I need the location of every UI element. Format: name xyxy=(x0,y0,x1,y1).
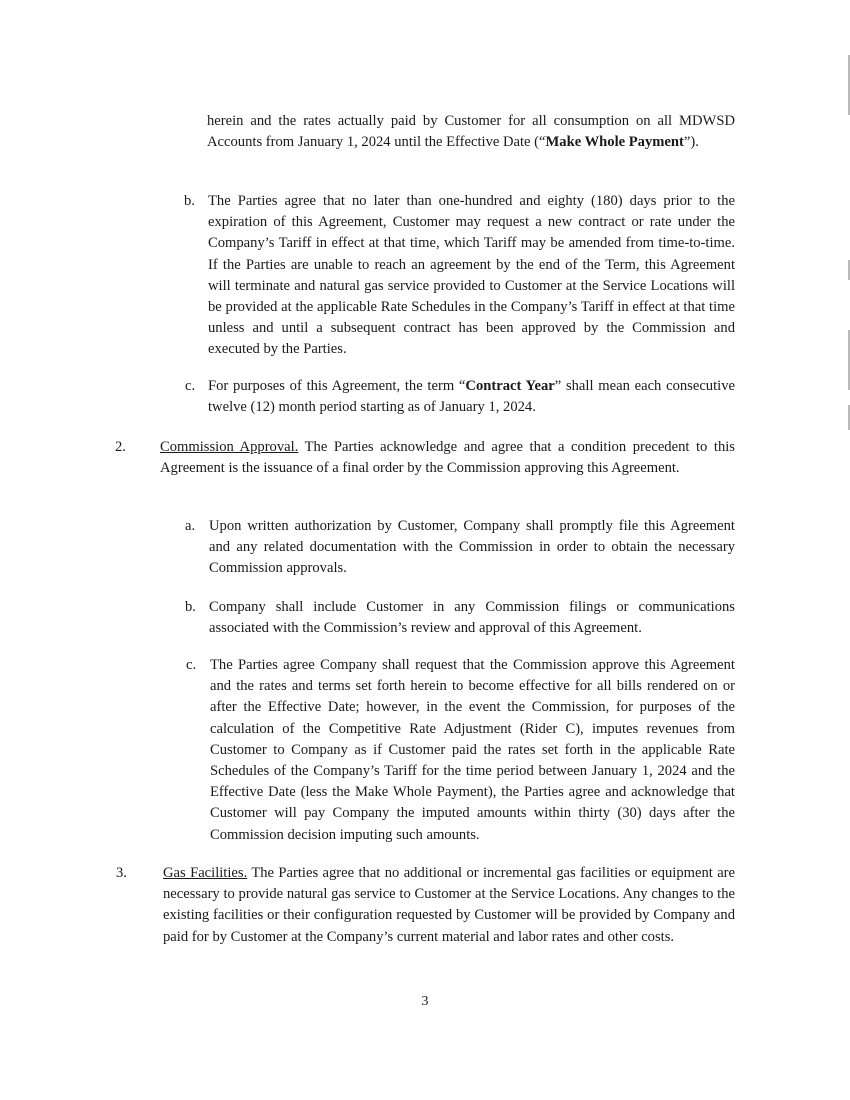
section-3-heading: Gas Facilities. xyxy=(163,865,248,881)
make-whole-payment-term: Make Whole Payment xyxy=(545,134,684,151)
intro-paragraph xyxy=(207,111,735,153)
section-3-text: The Parties agree that no additional or incremental gas facilities or equipment are necessary to provide natural gas service to Customer at the Service Locations. Any changes to the existing facilities or their configuration requested by Customer will be provided by Company and paid for by Customer at the Company’s current material and labor rates and other costs. xyxy=(163,865,736,945)
section-2-paragraph xyxy=(160,437,735,479)
section-2-heading: Commission Approval. xyxy=(160,439,299,455)
section-3-number: 3. xyxy=(116,865,127,881)
section-2-number: 2. xyxy=(115,439,126,455)
item-2c-paragraph: The Parties agree Company shall request that the Commission approve this Agreement and the rates and terms set forth herein to become effective for all bills rendered on or after the Effective Date; however, in the event the Commission, for purposes of the calculation of the Competitive Rate Adjustment (Rider C), imputes revenues from Customer to Company as if Customer paid the rates set forth in the applicable Rate Schedules of the Company’s Tariff for the time period between January 1, 2024 and the Effective Date (less the Make Whole Payment), the Parties agree and acknowledge that Customer will pay Company the imputed amounts within thirty (30) days after the Commission decision imputing such amounts. xyxy=(210,657,735,843)
section-2-text: The Parties acknowledge and agree that a condition precedent to this Agreement is the issuance of a final order by the Commission approving this Agreement. xyxy=(160,439,735,477)
section-3-paragraph xyxy=(163,863,735,948)
item-2c-label: c. xyxy=(186,657,197,673)
item-2b-label: b. xyxy=(185,599,196,615)
item-2a-label: a. xyxy=(185,518,196,534)
intro-text-a: herein and the rates actually paid by Customer for all consumption on all MDWSD Accounts from January 1, 2024 until the Effective Date (“ xyxy=(207,113,735,151)
intro-text-b: ”). xyxy=(683,134,699,151)
item-1b-label: b. xyxy=(184,193,195,209)
item-2b-paragraph: Company shall include Customer in any Commission filings or communications associated with the Commission’s review and approval of this Agreement. xyxy=(209,599,735,637)
item-2a-paragraph: Upon written authorization by Customer, Company shall promptly file this Agreement and any related documentation with the Commission in order to obtain the necessary Commission approvals. xyxy=(209,518,735,577)
page-number: 3 xyxy=(421,994,429,1009)
item-1c-text-a: For purposes of this Agreement, the term “ xyxy=(208,378,466,394)
item-1b-paragraph: The Parties agree that no later than one-hundred and eighty (180) days prior to the expiration of this Agreement, Customer may request a new contract or rate under the Company’s Tariff in effect at that time, which Tariff may be amended from time-to-time. If the Parties are unable to reach an agreement by the end of the Term, this Agreement will terminate and natural gas service provided to Customer at the Service Locations will be provided at the applicable Rate Schedules in the Company’s Tariff in effect at that time unless and until a subsequent contract has been approved by the Commission and executed by the Parties. xyxy=(208,193,735,358)
contract-year-term: Contract Year xyxy=(465,378,555,394)
item-1c-paragraph xyxy=(208,376,735,418)
item-1c-text-b: ” shall mean each consecutive twelve (12) month period starting as of January 1, 2024. xyxy=(208,378,735,416)
item-1c-label: c. xyxy=(185,378,196,394)
